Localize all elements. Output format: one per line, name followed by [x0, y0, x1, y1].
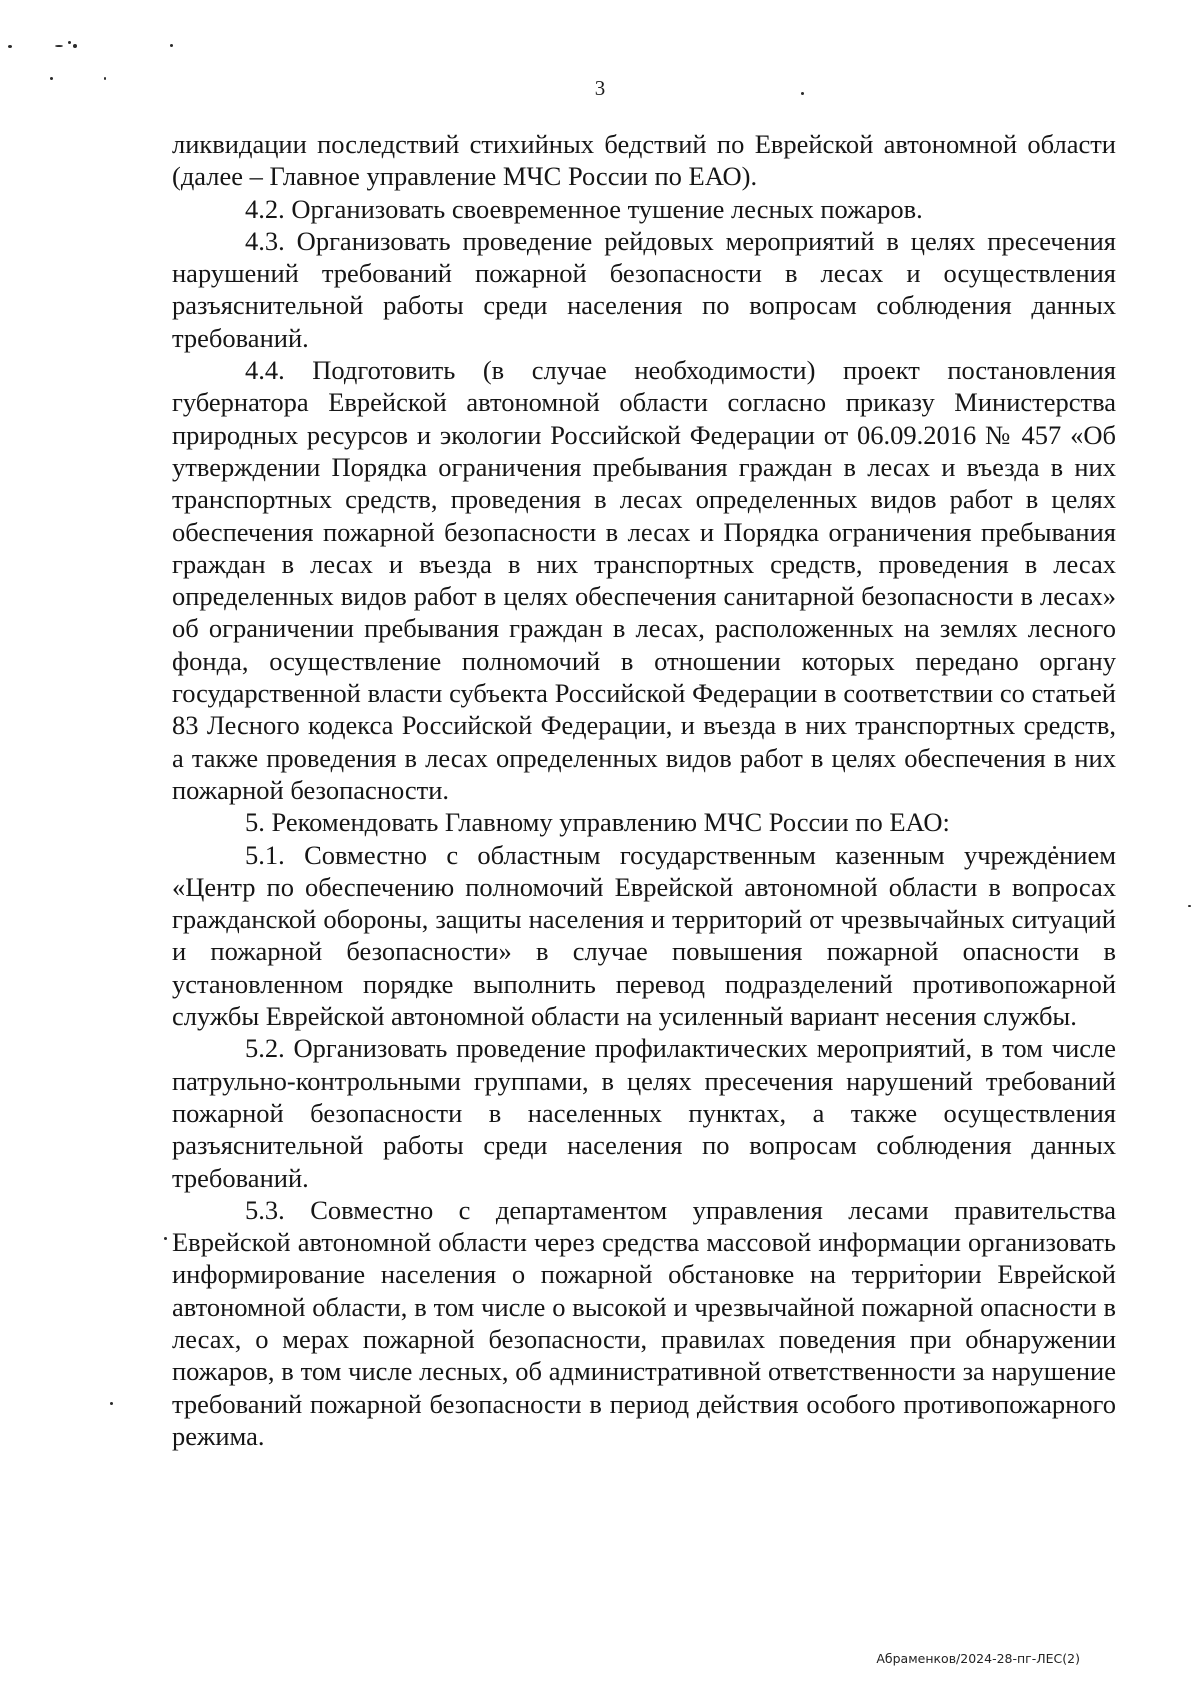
scan-speck — [170, 44, 173, 47]
scan-speck — [110, 1402, 113, 1405]
paragraph-5-1: 5.1. Совместно с областным государственным казенным учреждением «Центр по обеспечению полномочий Еврейской автономной области в вопросах гражданской обороны, защиты населения и территорий от чрезвычайных ситуаций и пожарной безопасности» в случае повышения пожарной опасности в установленном порядке выполнить перевод подразделений противопожарной службы Еврейской автономной области на усиленный вариант несения службы. — [172, 839, 1116, 1032]
paragraph-5-2: 5.2. Организовать проведение профилактических мероприятий, в том числе патрульно-контрольными группами, в целях пресечения нарушений требований пожарной безопасности в населенных пунктах, а также осуществления разъяснительной работы среди населения по вопросам соблюдения данных требований. — [172, 1033, 1116, 1193]
paragraph-4-4: 4.4. Подготовить (в случае необходимости) проект постановления губернатора Еврейской автономной области согласно приказу Министерства природных ресурсов и экологии Российской Федерации от 06.09.2016 № 457 «Об утверждении Порядка ограничения пребывания граждан в лесах и въезда в них транспортных средств, проведения в лесах определенных видов работ в целях обеспечения пожарной безопасности в лесах и Порядка ограничения пребывания граждан в лесах и въезда в них транспортных средств, проведения в лесах определенных видов работ в целях обеспечения санитарной безопасности в лесах» об ограничении пребывания граждан в лесах, расположенных на землях лесного фонда, осуществление полномочий в отношении которых передано органу государственной власти субъекта Российской Федерации в соответствии со статьей 83 Лесного кодекса Российской Федерации, и въезда в них транспортных средств, а также проведения в лесах определенных видов работ в целях обеспечения в них пожарной безопасности. — [172, 355, 1116, 805]
scan-speck — [164, 1237, 167, 1240]
paragraph-4-3: 4.3. Организовать проведение рейдовых мероприятий в целях пресечения нарушений требований пожарной безопасности в лесах и осуществления разъяснительной работы среди населения по вопросам соблюдения данных требований. — [172, 225, 1116, 353]
page-number: 3 — [594, 76, 606, 100]
document-registration-code: Абраменков/2024-28-пг-ЛЕС(2) — [876, 1651, 1080, 1666]
paragraph-continuation: ликвидации последствий стихийных бедствий по Еврейской автономной области (далее – Главное управление МЧС России по ЕАО). — [172, 129, 1116, 192]
scan-speck — [8, 45, 12, 48]
scan-speck — [68, 41, 71, 44]
paragraph-4-2: 4.2. Организовать своевременное тушение лесных пожаров. — [245, 193, 923, 224]
scan-speck — [73, 44, 77, 48]
scan-speck — [55, 45, 63, 47]
document-body — [172, 128, 1116, 1452]
scan-speck — [1188, 905, 1191, 907]
paragraph-5-3: 5.3. Совместно с департаментом управления лесами правительства Еврейской автономной области через средства массовой информации организовать информирование населения о пожарной обстановке на территории Еврейской автономной области, в том числе о высокой и чрезвычайной пожарной опасности в лесах, о мерах пожарной безопасности, правилах поведения при обнаружении пожаров, в том числе лесных, об административной ответственности за нарушение требований пожарной безопасности в период действия особого противопожарного режима. — [172, 1194, 1116, 1451]
paragraph-5: 5. Рекомендовать Главному управлению МЧС России по ЕАО: — [245, 807, 950, 838]
